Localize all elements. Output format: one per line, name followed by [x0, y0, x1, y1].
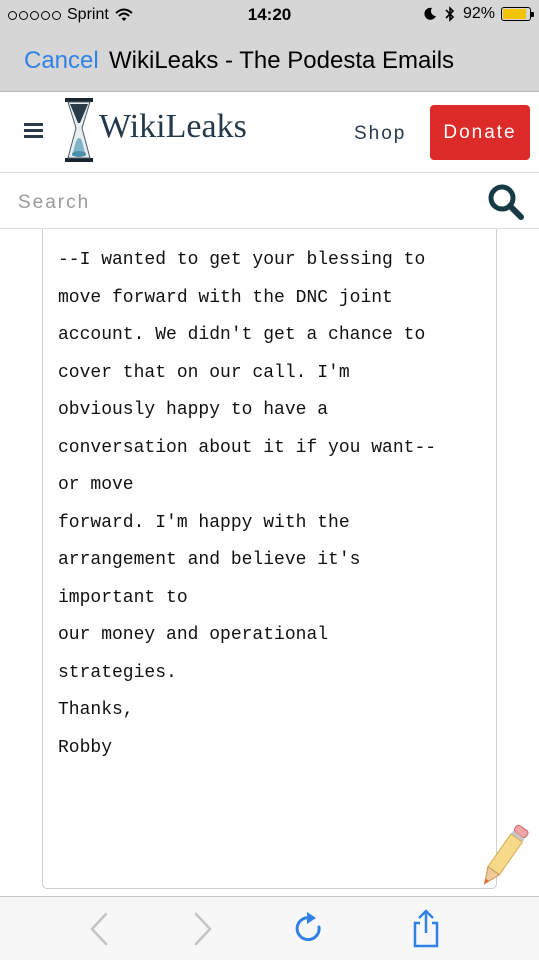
email-line: Robby	[58, 737, 113, 758]
email-content-box	[42, 229, 497, 889]
share-icon[interactable]	[406, 909, 446, 949]
email-line: strategies.	[58, 662, 177, 683]
page-title: WikiLeaks - The Podesta Emails	[109, 47, 455, 74]
email-line: or move	[58, 475, 134, 495]
email-line: Thanks,	[58, 700, 134, 720]
status-time: 14:20	[247, 5, 292, 24]
search-icon[interactable]	[486, 182, 526, 222]
shop-link[interactable]: Shop	[354, 123, 407, 144]
pencil-icon[interactable]	[478, 820, 530, 892]
battery-icon	[501, 7, 531, 21]
email-line: conversation about it if you want--	[58, 437, 437, 458]
email-line: arrangement and believe it's	[58, 550, 361, 570]
email-line: important to	[58, 587, 188, 608]
search-input[interactable]	[18, 186, 458, 220]
hourglass-logo-icon[interactable]	[62, 97, 96, 163]
back-icon[interactable]	[80, 909, 120, 949]
email-line: cover that on our call. I'm	[58, 362, 350, 383]
email-line: account. We didn't get a chance to	[58, 325, 426, 345]
search-bar	[0, 174, 539, 229]
carrier-name: Sprint	[67, 6, 109, 23]
email-line: obviously happy to have a	[58, 400, 329, 420]
email-line: move forward with the DNC joint	[58, 287, 393, 308]
menu-icon[interactable]	[24, 123, 43, 137]
battery-fill	[503, 9, 526, 19]
email-line: --I wanted to get your blessing to	[58, 250, 426, 270]
site-header	[0, 93, 539, 173]
forward-icon[interactable]	[182, 909, 222, 949]
logo-text[interactable]: WikiLeaks	[99, 108, 247, 145]
status-right	[423, 5, 531, 23]
status-bar	[0, 0, 539, 30]
bottom-toolbar	[0, 896, 539, 960]
cancel-button[interactable]: Cancel	[24, 47, 99, 74]
bluetooth-icon	[445, 6, 455, 22]
nav-bar	[0, 30, 539, 92]
moon-icon	[423, 7, 437, 21]
email-line: forward. I'm happy with the	[58, 512, 350, 533]
reload-icon[interactable]	[289, 909, 329, 949]
donate-button[interactable]: Donate	[430, 105, 530, 160]
email-line: our money and operational	[58, 625, 329, 645]
email-body	[58, 242, 498, 767]
battery-percent: 92%	[462, 5, 495, 22]
